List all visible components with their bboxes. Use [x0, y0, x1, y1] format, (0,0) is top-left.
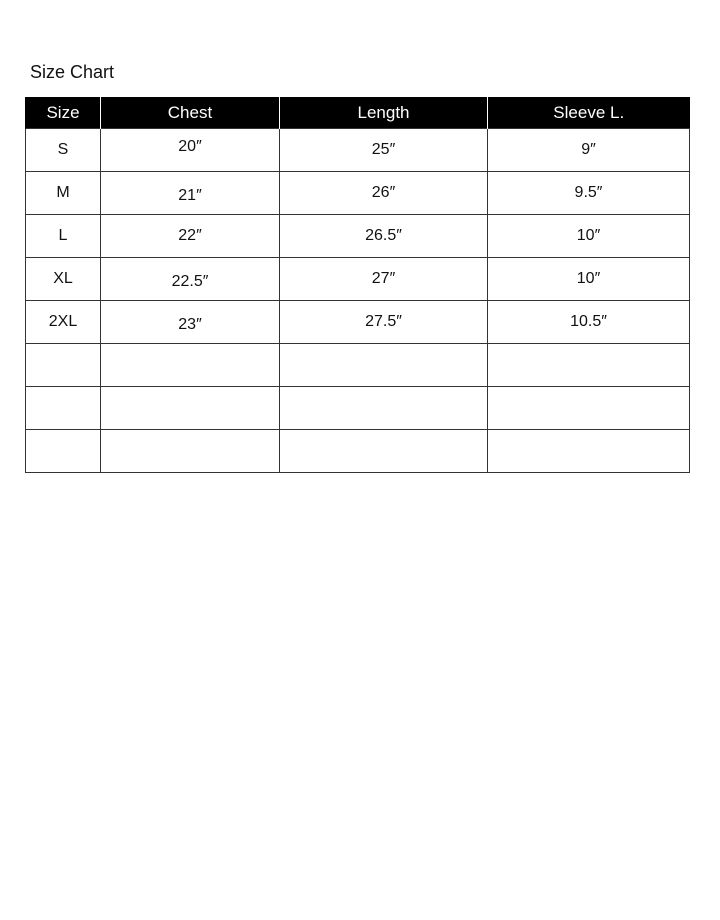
chest-cell — [101, 344, 280, 387]
chest-cell — [101, 387, 280, 430]
size-chart-title: Size Chart — [30, 62, 115, 82]
length-cell — [280, 430, 488, 473]
sleeve-length-cell — [488, 430, 690, 473]
sleeve-length-cell: 10″ — [488, 258, 690, 301]
size-chart-table — [25, 97, 690, 473]
sleeve-length-cell: 10″ — [488, 215, 690, 258]
size-cell: XL — [26, 258, 101, 301]
table-row — [26, 387, 690, 430]
length-cell — [280, 387, 488, 430]
table-row — [26, 172, 690, 215]
table-row — [26, 129, 690, 172]
sleeve-length-cell: 9″ — [488, 129, 690, 172]
header-length: Length — [280, 97, 488, 129]
table-row — [26, 215, 690, 258]
length-cell: 26″ — [280, 172, 488, 215]
table-row — [26, 344, 690, 387]
header-size: Size — [26, 97, 101, 129]
table-row — [26, 301, 690, 344]
length-cell: 27.5″ — [280, 301, 488, 344]
size-cell — [26, 344, 101, 387]
chest-cell: 20″ — [101, 129, 280, 172]
header-sleeve-length: Sleeve L. — [488, 97, 690, 129]
header-chest: Chest — [101, 97, 280, 129]
size-cell: M — [26, 172, 101, 215]
table-row — [26, 258, 690, 301]
sleeve-length-cell: 10.5″ — [488, 301, 690, 344]
size-cell — [26, 430, 101, 473]
chest-cell: 22″ — [101, 215, 280, 258]
size-cell: 2XL — [26, 301, 101, 344]
sleeve-length-cell — [488, 387, 690, 430]
size-cell — [26, 387, 101, 430]
size-cell: L — [26, 215, 101, 258]
length-cell — [280, 344, 488, 387]
table-row — [26, 430, 690, 473]
sleeve-length-cell — [488, 344, 690, 387]
sleeve-length-cell: 9.5″ — [488, 172, 690, 215]
chest-cell: 23″ — [101, 301, 280, 344]
length-cell: 27″ — [280, 258, 488, 301]
chest-cell: 22.5″ — [101, 258, 280, 301]
length-cell: 26.5″ — [280, 215, 488, 258]
chest-cell — [101, 430, 280, 473]
size-cell: S — [26, 129, 101, 172]
table-header-row — [26, 97, 690, 129]
chest-cell: 21″ — [101, 172, 280, 215]
length-cell: 25″ — [280, 129, 488, 172]
